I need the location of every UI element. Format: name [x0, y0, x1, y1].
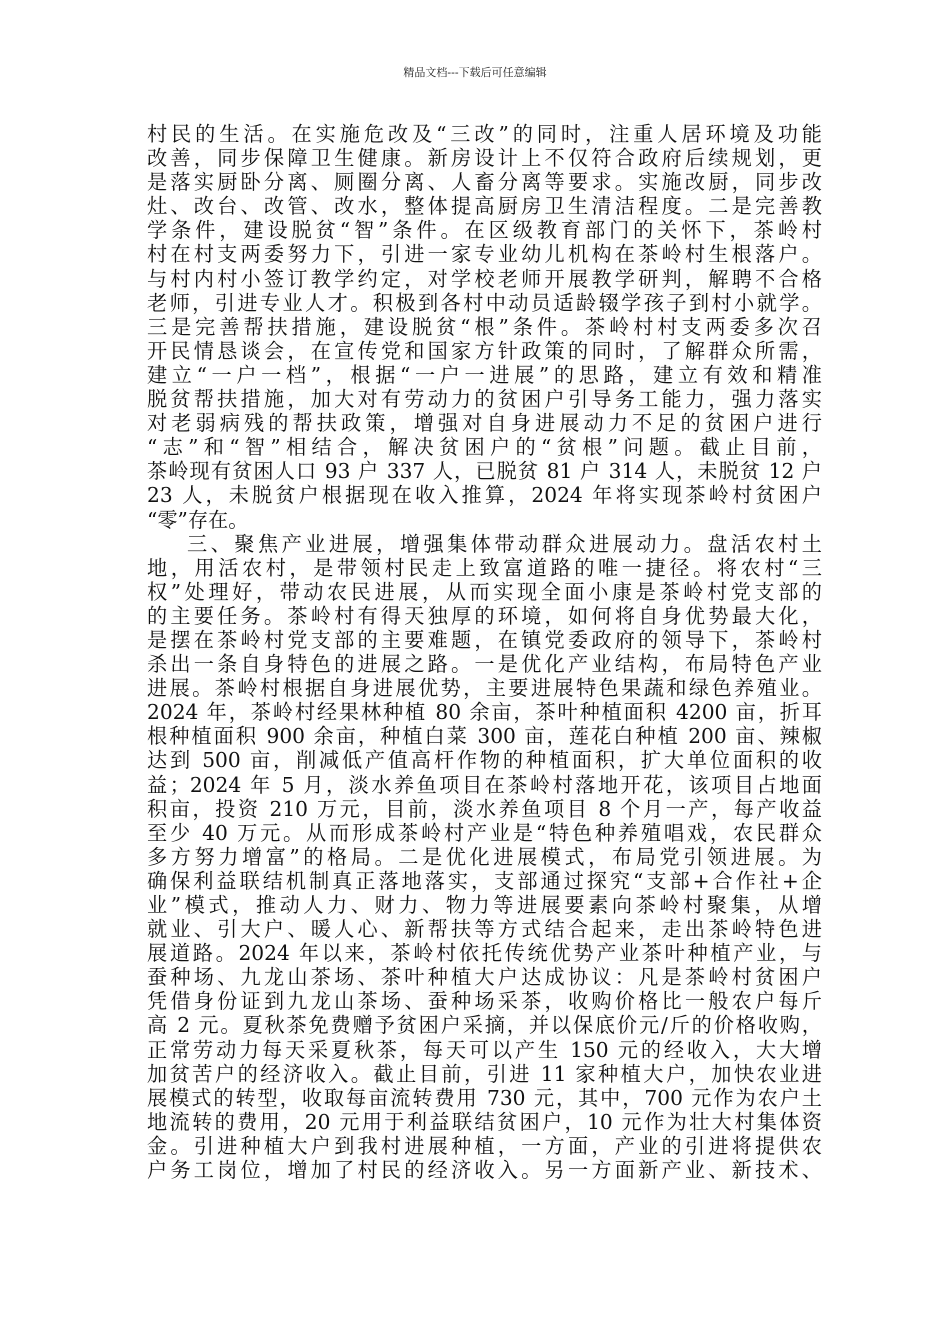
text-line: 益；2024 年 5 月，淡水养鱼项目在茶岭村落地开花，该项目占地面	[147, 772, 822, 797]
text-line: 至少 40 万元。从而形成茶岭村产业是“特色种养殖唱戏，农民群众	[147, 820, 822, 845]
text-line: 地，用活农村，是带领村民走上致富道路的唯一捷径。将农村“三	[147, 555, 822, 580]
text-line: 展模式的转型，收取每亩流转费用 730 元，其中，700 元作为农户土	[147, 1085, 822, 1110]
text-line: 业”模式，推动人力、财力、物力等进展要素向茶岭村聚集，从增	[147, 893, 822, 917]
text-line: 与村内村小签订教学约定，对学校老师开展教学研判，解聘不合格	[147, 266, 822, 291]
text-line: 凭借身份证到九龙山茶场、蚕种场采茶，收购价格比一般农户每斤	[147, 989, 822, 1014]
text-line: 改善，同步保障卫生健康。新房设计上不仅符合政府后续规划，更	[147, 146, 822, 171]
text-line: 户务工岗位，增加了村民的经济收入。另一方面新产业、新技术、	[147, 1158, 822, 1183]
text-line: 2024 年，茶岭村经果林种植 80 余亩，茶叶种植面积 4200 亩，折耳	[147, 700, 822, 725]
text-line: 是落实厨卧分离、厕圈分离、人畜分离等要求。实施改厨，同步改	[147, 170, 822, 195]
text-line: 村民的生活。在实施危改及“三改”的同时，注重人居环境及功能	[147, 122, 822, 146]
document-body	[147, 122, 822, 1182]
text-line: 的主要任务。茶岭村有得天独厚的环境，如何将自身优势最大化，	[147, 603, 822, 628]
text-line: 老师，引进专业人才。积极到各村中动员适龄辍学孩子到村小就学。	[147, 290, 822, 315]
text-line: 加贫苦户的经济收入。截止目前，引进 11 家种植大户，加快农业进	[147, 1061, 822, 1086]
page-header: 精品文档---下载后可任意编辑	[403, 66, 547, 79]
text-line: 学条件，建设脱贫“智”条件。在区级教育部门的关怀下，茶岭村	[147, 218, 822, 243]
text-line: 村在村支两委努力下，引进一家专业幼儿机构在茶岭村生根落户。	[147, 242, 822, 267]
text-line: “志”和“智”相结合，解决贫困户的“贫根”问题。截止目前，	[147, 435, 822, 460]
text-line: 积亩，投资 210 万元，目前，淡水养鱼项目 8 个月一产，每产收益	[147, 796, 822, 821]
text-line: 开民情恳谈会，在宣传党和国家方针政策的同时，了解群众所需，	[147, 338, 822, 363]
text-line: 达到 500 亩，削减低产值高杆作物的种植面积，扩大单位面积的收	[147, 748, 822, 773]
text-line: 确保利益联结机制真正落地落实，支部通过探究“支部+合作社+企	[147, 868, 822, 893]
text-line: “零”存在。	[147, 507, 249, 532]
text-line: 建立“一户一档”，根据“一户一进展”的思路，建立有效和精准	[147, 362, 822, 387]
text-line: 23 人，未脱贫户根据现在收入推算，2024 年将实现茶岭村贫困户	[147, 483, 822, 508]
text-line: 是摆在茶岭村党支部的主要难题，在镇党委政府的领导下，茶岭村	[147, 627, 822, 652]
text-line: 金。引进种植大户到我村进展种植，一方面，产业的引进将提供农	[147, 1133, 822, 1158]
text-line: 根种植面积 900 余亩，种植白菜 300 亩，莲花白种植 200 亩、辣椒	[147, 724, 822, 749]
text-line: 多方努力增富”的格局。二是优化进展模式，布局党引领进展。为	[147, 844, 822, 869]
text-line: 三是完善帮扶措施，建设脱贫“根”条件。茶岭村村支两委多次召	[147, 314, 822, 339]
text-line: 地流转的费用，20 元用于利益联结贫困户，10 元作为壮大村集体资	[147, 1109, 822, 1134]
text-line: 蚕种场、九龙山茶场、茶叶种植大户达成协议：凡是茶岭村贫困户	[147, 965, 822, 990]
text-line: 脱贫帮扶措施，加大对有劳动力的贫困户引导务工能力，强力落实	[147, 387, 822, 412]
paragraph-first-line: 三、聚焦产业进展，增强集体带动群众进展动力。盘活农村土	[187, 531, 822, 556]
text-line: 灶、改台、改管、改水，整体提高厨房卫生清洁程度。二是完善教	[147, 194, 822, 219]
text-line: 正常劳动力每天采夏秋茶，每天可以产生 150 元的经收入，大大增	[147, 1037, 822, 1062]
text-line: 对老弱病残的帮扶政策，增强对自身进展动力不足的贫困户进行	[147, 411, 822, 436]
text-line: 杀出一条自身特色的进展之路。一是优化产业结构，布局特色产业	[147, 652, 822, 677]
text-line: 高 2 元。夏秋茶免费赠予贫困户采摘，并以保底价元/斤的价格收购，	[147, 1013, 822, 1038]
text-line: 展道路。2024 年以来，茶岭村依托传统优势产业茶叶种植产业，与	[147, 941, 822, 966]
text-line: 进展。茶岭村根据自身进展优势，主要进展特色果蔬和绿色养殖业。	[147, 676, 822, 701]
text-line: 权”处理好，带动农民进展，从而实现全面小康是茶岭村党支部的	[147, 579, 822, 604]
text-line: 就业、引大户、暖人心、新帮扶等方式结合起来，走出茶岭特色进	[147, 917, 822, 942]
text-line: 茶岭现有贫困人口 93 户 337 人，已脱贫 81 户 314 人，未脱贫 12 户	[147, 459, 822, 484]
